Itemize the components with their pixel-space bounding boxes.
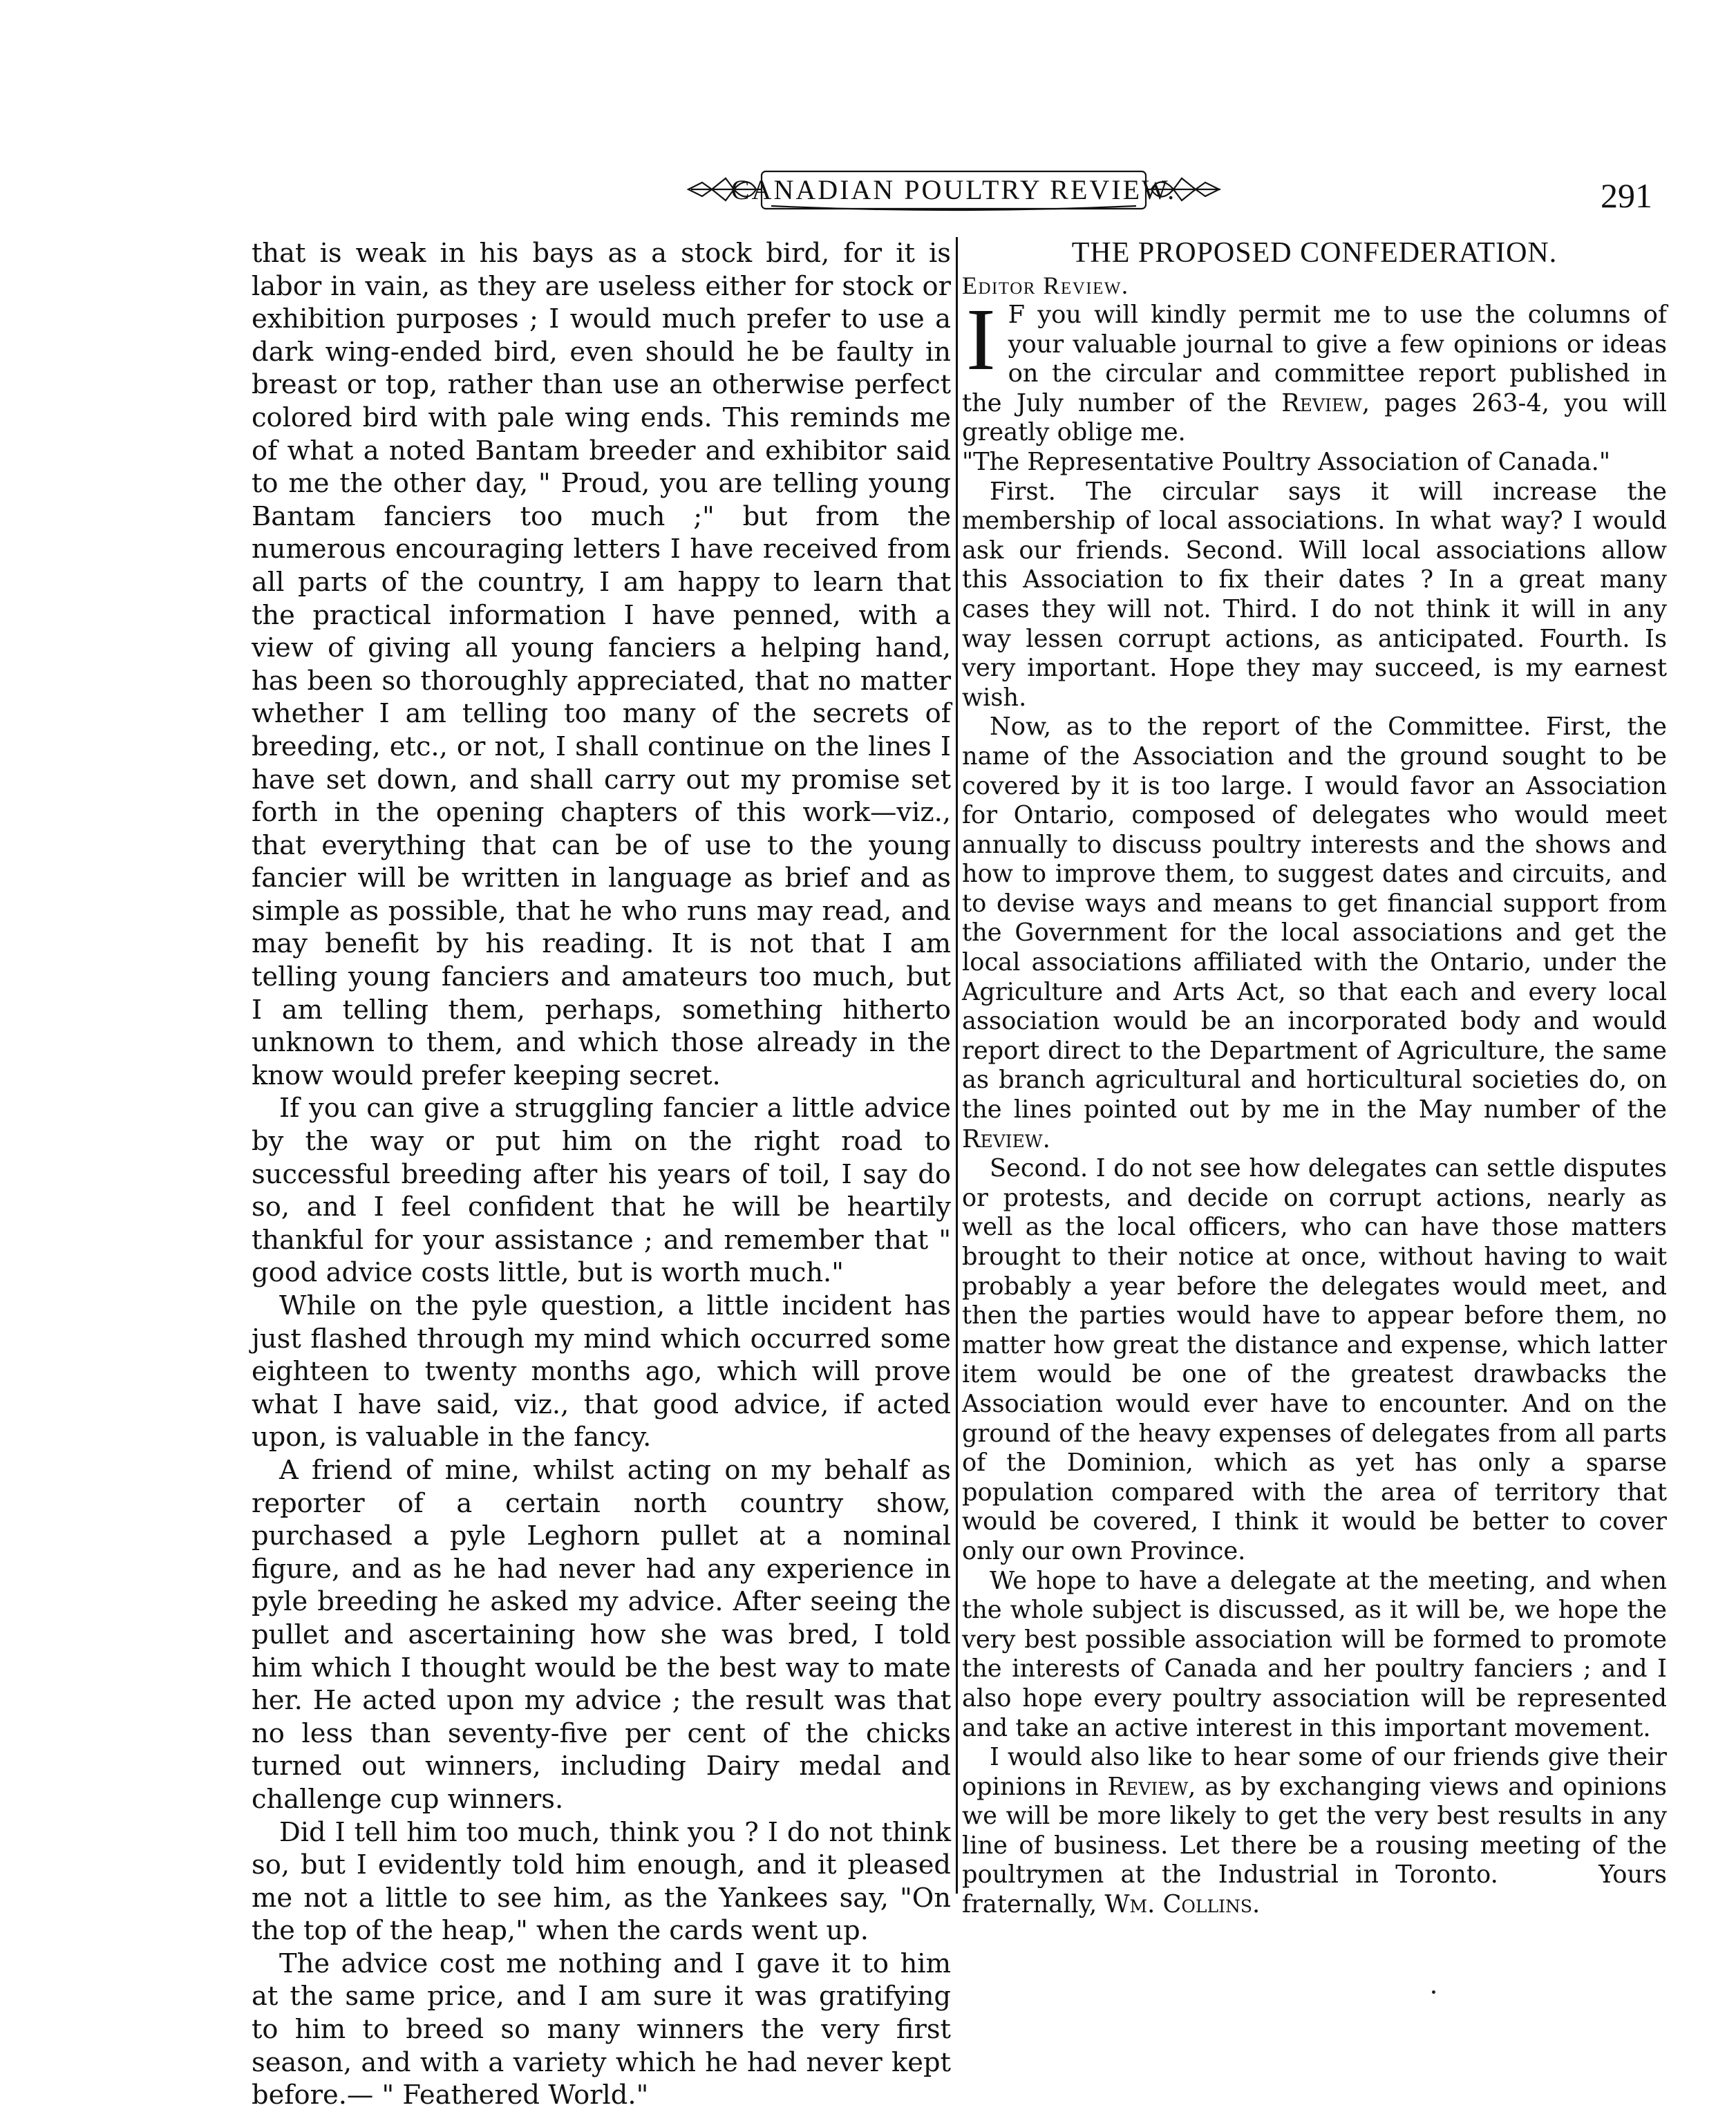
opening-text-b: , pages 263-4, you will greatly oblige me.	[962, 388, 1667, 447]
masthead	[684, 164, 1223, 214]
association-quote: "The Representative Poultry Association of Canada."	[962, 447, 1611, 476]
left-paragraph-2: If you can give a struggling fancier a little advice by the way or put him on the right road to successful breeding after his years of toil, I say do so, and I feel confident that he will be heartily thankful for your assistance ; and remember that " good advice costs little, but is worth much."	[252, 1093, 951, 1289]
paragraph-final-review-ref: Review	[1107, 1772, 1189, 1801]
left-paragraph-5: Did I tell him too much, think you ? I do not think so, but I evidently told him enough, and it pleased me not a little to see him, as the Yankees say, "On the top of the heap," when the cards went up.	[252, 1816, 951, 1947]
paragraph-first: First. The circular says it will increase the membership of local associations. In what way? I would ask our friends. Second. Will local associations allow this Association to fix their dates ? In a great many cases they will not. Third. I do not think it will in any way lessen corrupt actions, as anticipated. Fourth. Is very important. Hope they may succeed, is my earnest wish.	[962, 477, 1667, 712]
page-number: 291	[1601, 176, 1652, 215]
article-title: THE PROPOSED CONFEDERATION.	[1071, 237, 1558, 269]
left-paragraph-4: A friend of mine, whilst acting on my behalf as reporter of a certain north country show, purchased a pyle Leghorn pullet at a nominal figure, and as he had never had any experience in pyle breeding he asked my advice. After seeing the pullet and ascertaining how she was bred, I told him which I thought would be the best way to mate her. He acted upon my advice ; the result was that no less than seventy-five per cent of the chicks turned out winners, including Dairy medal and challenge cup winners.	[252, 1454, 951, 1815]
paragraph-final-text-a: I would also like to hear some of our friends give their opinions in	[962, 1743, 1667, 1801]
paragraph-now-text-b: .	[1042, 1124, 1050, 1153]
stray-ink-dot	[1432, 1990, 1435, 1994]
left-column	[252, 237, 951, 2112]
opening-paragraph	[962, 290, 1667, 448]
opening-review-ref: Review	[1281, 388, 1362, 417]
paragraph-now	[962, 713, 1667, 1154]
masthead-banner	[684, 164, 1223, 214]
paragraph-now-text-a: Now, as to the report of the Committee. First, the name of the Association and the ground sought to be covered by it is too large. I would favor an Association for Ontario, composed of delegates who would meet annually to discuss poultry interests and the shows and how to improve them, to suggest dates and circuits, and to devise ways and means to get financial support from the Government for the local associations and get the local associations affiliated with the Ontario, under the Agriculture and Arts Act, so that each and every local association would be an incorporated body and would report direct to the Department of Agriculture, the same as branch agricultural and horticultural societies do, on the lines pointed out by me in the May number of the	[962, 713, 1667, 1124]
left-paragraph-1: that is weak in his bays as a stock bird, for it is labor in vain, as they are useless either for stock or exhibition purposes ; I would much prefer to use a dark wing-ended bird, even should he be faulty in breast or top, rather than use an otherwise perfect colored bird with pale wing ends. This reminds me of what a noted Bantam breeder and exhibitor said to me the other day, " Proud, you are telling young Bantam fanciers too much ;" but from the numerous encouraging letters I have received from all parts of the country, I am happy to learn that the practical information I have penned, with a view of giving all young fanciers a helping hand, has been so thoroughly appreciated, that no matter whether I am telling too many of the secrets of breeding, etc., or not, I shall continue on the lines I have set down, and shall carry out my promise set forth in the opening chapters of this work—viz., that everything that can be of use to the young fancier will be written in language as brief and as simple as possible, that he who runs may read, and may benefit by his reading. It is not that I am telling young fanciers and amateurs too much, but I am telling them, perhaps, something hitherto unknown to them, and which those already in the know would prefer keeping secret.	[252, 238, 951, 1091]
column-divider	[956, 237, 958, 1894]
opening-text-a: F you will kindly permit me to use the columns of your valuable journal to give a few opinions or ideas on the circular and committee report published in the July number of the	[962, 301, 1667, 417]
salutation: Editor Review.	[962, 272, 1129, 299]
left-paragraph-3: While on the pyle question, a little incident has just flashed through my mind which occurred some eighteen to twenty months ago, which will prove what I have said, viz., that good advice, if acted upon, is valuable in the fancy.	[252, 1290, 951, 1453]
paragraph-second: Second. I do not see how delegates can settle disputes or protests, and decide on corrupt actions, nearly as well as the local officers, who can have those matters brought to their notice at once, without having to wait probably a year before the delegates would meet, and then the parties would have to appear before them, no matter how great the distance and expense, which latter item would be one of the greatest drawbacks the Association would ever have to encounter. And on the ground of the heavy expenses of delegates from all parts of the Dominion, which as yet has only a sparse population compared with the area of territory that would be covered, I think it would be better to cover only our own Province.	[962, 1154, 1667, 1565]
paragraph-final-text-b: , as by exchanging views and opinions we will be more likely to get the very best results in any line of business. Let there be a rousing meeting of the poultrymen at the Industrial in Toronto.	[962, 1772, 1667, 1889]
paragraph-now-review-ref: Review	[962, 1124, 1043, 1153]
paragraph-hope: We hope to have a delegate at the meeting, and when the whole subject is discussed, as it will be, we hope the very best possible association will be formed to promote the interests of Canada and her poultry fanciers ; and I also hope every poultry association will be represented and take an active interest in this important movement.	[962, 1566, 1667, 1742]
right-column	[962, 237, 1667, 1920]
left-paragraph-6: The advice cost me nothing and I gave it to him at the same price, and I am sure it was gratifying to him to breed so many winners the very first season, and with a variety which he had never kept before.— " Feathered World."	[252, 1948, 951, 2111]
drop-cap: I	[966, 290, 996, 388]
masthead-title: CANADIAN POULTRY REVIEW.	[730, 174, 1177, 205]
signature: Wm. Collins.	[1104, 1890, 1261, 1919]
closing: Yours fraternally,	[962, 1860, 1667, 1919]
paragraph-final	[962, 1743, 1667, 1920]
